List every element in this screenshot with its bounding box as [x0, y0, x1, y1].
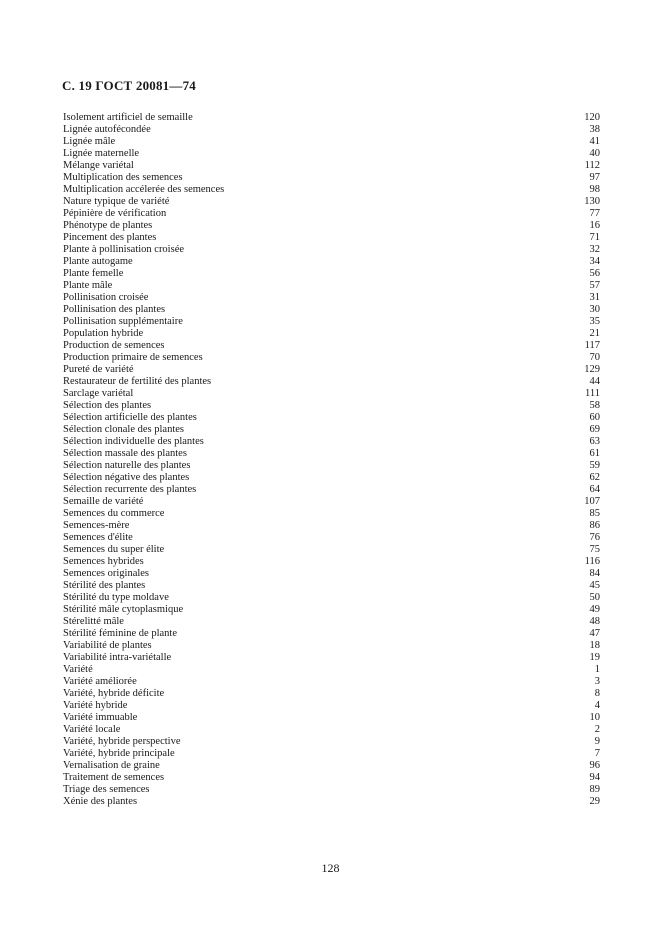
index-entry	[63, 112, 600, 124]
index-term-number: 10	[589, 712, 600, 723]
index-term: Semences du commerce	[63, 508, 165, 519]
index-entry	[63, 652, 600, 664]
index-term-number: 107	[584, 496, 600, 507]
index-entry	[63, 412, 600, 424]
index-term: Stérilité des plantes	[63, 580, 146, 591]
page-number: 128	[321, 861, 340, 875]
index-term: Stérelitté mâle	[63, 616, 124, 627]
index-entry	[63, 556, 600, 568]
index-term-number: 111	[585, 388, 600, 399]
index-entry	[63, 676, 600, 688]
index-entry	[63, 244, 600, 256]
index-term: Nature typique de variété	[63, 196, 170, 207]
index-term-number: 49	[589, 604, 600, 615]
index-term: Pincement des plantes	[63, 232, 157, 243]
index-term: Stérilité du type moldave	[63, 592, 169, 603]
index-entry	[63, 184, 600, 196]
index-entry	[63, 352, 600, 364]
index-term-number: 98	[589, 184, 600, 195]
index-entry	[63, 664, 600, 676]
index-term-number: 30	[589, 304, 600, 315]
index-term: Semences originales	[63, 568, 150, 579]
index-term-number: 40	[589, 148, 600, 159]
index-term: Lignée autofécondée	[63, 124, 151, 135]
index-entry	[63, 736, 600, 748]
index-entry	[63, 508, 600, 520]
index-term: Sélection massale des plantes	[63, 448, 187, 459]
index-term: Variabilité intra-variétalle	[63, 652, 172, 663]
index-entry	[63, 700, 600, 712]
index-entry	[63, 124, 600, 136]
index-term-number: 69	[589, 424, 600, 435]
index-term-number: 117	[584, 340, 600, 351]
index-term: Plante mâle	[63, 280, 113, 291]
index-term-number: 56	[589, 268, 600, 279]
index-entry	[63, 436, 600, 448]
index-term: Variété	[63, 664, 93, 675]
index-entry	[63, 160, 600, 172]
index-entry	[63, 328, 600, 340]
index-term: Sélection des plantes	[63, 400, 152, 411]
index-entry	[63, 616, 600, 628]
index-term-number: 41	[589, 136, 600, 147]
index-term: Xénie des plantes	[63, 796, 138, 807]
index-term-number: 9	[594, 736, 600, 747]
index-term: Variété locale	[63, 724, 121, 735]
index-term: Variété améliorée	[63, 676, 137, 687]
index-entry	[63, 688, 600, 700]
index-term: Semences du super élite	[63, 544, 165, 555]
index-entry	[63, 364, 600, 376]
index-term: Isolement artificiel de semaille	[63, 112, 193, 123]
index-term-number: 64	[589, 484, 600, 495]
index-term-number: 120	[584, 112, 600, 123]
index-term-number: 7	[594, 748, 600, 759]
index-entry	[63, 460, 600, 472]
index-term-number: 47	[589, 628, 600, 639]
index-term-number: 38	[589, 124, 600, 135]
index-term-number: 44	[589, 376, 600, 387]
index-term-number: 18	[589, 640, 600, 651]
index-entry	[63, 424, 600, 436]
index-entry	[63, 304, 600, 316]
index-term-number: 77	[589, 208, 600, 219]
page-header: С. 19 ГОСТ 20081—74	[62, 78, 196, 93]
index-entry	[63, 784, 600, 796]
index-entry	[63, 568, 600, 580]
index-entry	[63, 472, 600, 484]
index-term: Variété, hybride déficite	[63, 688, 165, 699]
index-entry	[63, 280, 600, 292]
index-term-number: 34	[589, 256, 600, 267]
index-term: Sarclage variétal	[63, 388, 134, 399]
index-entry	[63, 772, 600, 784]
index-term: Sélection négative des plantes	[63, 472, 190, 483]
index-term: Semences d'élite	[63, 532, 133, 543]
index-term: Phénotype de plantes	[63, 220, 153, 231]
index-entry	[63, 712, 600, 724]
index-term: Restaurateur de fertilité des plantes	[63, 376, 212, 387]
index-term: Traitement de semences	[63, 772, 165, 783]
index-term-number: 70	[589, 352, 600, 363]
index-term-number: 84	[589, 568, 600, 579]
index-term-number: 62	[589, 472, 600, 483]
index-term: Vernalisation de graine	[63, 760, 160, 771]
index-term: Variété, hybride perspective	[63, 736, 181, 747]
index-entry	[63, 496, 600, 508]
index-term: Sélection clonale des plantes	[63, 424, 185, 435]
index-term-number: 58	[589, 400, 600, 411]
index-term: Lignée maternelle	[63, 148, 140, 159]
index-term: Sélection recurrente des plantes	[63, 484, 197, 495]
index-entry	[63, 520, 600, 532]
index-term: Pollinisation supplémentaire	[63, 316, 183, 327]
index-term-number: 71	[589, 232, 600, 243]
index-entry	[63, 172, 600, 184]
index-term-number: 29	[589, 796, 600, 807]
index-term: Semences-mère	[63, 520, 130, 531]
index-term: Mélange variétal	[63, 160, 134, 171]
index-term: Population hybride	[63, 328, 144, 339]
index-term: Stérilité féminine de plante	[63, 628, 178, 639]
index-entry	[63, 448, 600, 460]
index-entry	[63, 388, 600, 400]
index-term: Triage des semences	[63, 784, 150, 795]
index-term-number: 31	[589, 292, 600, 303]
index-entry	[63, 628, 600, 640]
index-term-number: 35	[589, 316, 600, 327]
index-entry	[63, 376, 600, 388]
index-entry	[63, 532, 600, 544]
index-entry	[63, 208, 600, 220]
index-term: Multiplication accélerée des semences	[63, 184, 225, 195]
index-term: Semences hybrides	[63, 556, 144, 567]
index-term-number: 48	[589, 616, 600, 627]
index-term: Pépinière de vérification	[63, 208, 167, 219]
index-term: Sélection artificielle des plantes	[63, 412, 197, 423]
index-entry	[63, 400, 600, 412]
index-term-number: 89	[589, 784, 600, 795]
index-term: Variété, hybride principale	[63, 748, 175, 759]
index-entry	[63, 316, 600, 328]
index-term: Plante à pollinisation croisée	[63, 244, 185, 255]
index-entry	[63, 256, 600, 268]
index-term-number: 3	[594, 676, 600, 687]
index-entry	[63, 544, 600, 556]
index-term-number: 130	[584, 196, 600, 207]
index-term-number: 86	[589, 520, 600, 531]
index-term-number: 45	[589, 580, 600, 591]
index-term-number: 8	[594, 688, 600, 699]
index-term-number: 32	[589, 244, 600, 255]
index-term-number: 116	[584, 556, 600, 567]
index-entry	[63, 484, 600, 496]
index-entry	[63, 340, 600, 352]
index-entry	[63, 724, 600, 736]
index-term-number: 50	[589, 592, 600, 603]
index-term-number: 60	[589, 412, 600, 423]
index-term-number: 2	[594, 724, 600, 735]
index-term: Pollinisation croisée	[63, 292, 149, 303]
index-term: Sélection naturelle des plantes	[63, 460, 191, 471]
index-entry	[63, 292, 600, 304]
index-term: Production de semences	[63, 340, 165, 351]
index-term-number: 21	[589, 328, 600, 339]
index-term-number: 61	[589, 448, 600, 459]
index-term: Pureté de variété	[63, 364, 134, 375]
index-term-number: 59	[589, 460, 600, 471]
index-term: Variété hybride	[63, 700, 128, 711]
index-term-number: 129	[584, 364, 600, 375]
index-term-number: 19	[589, 652, 600, 663]
index-term: Plante femelle	[63, 268, 124, 279]
index-entry	[63, 232, 600, 244]
index-term-number: 96	[589, 760, 600, 771]
index-entry	[63, 592, 600, 604]
index-entry	[63, 148, 600, 160]
index-term: Production primaire de semences	[63, 352, 203, 363]
index-term-number: 112	[584, 160, 600, 171]
index-term: Variabilité de plantes	[63, 640, 152, 651]
index-term-number: 94	[589, 772, 600, 783]
index-term-number: 63	[589, 436, 600, 447]
index-term-number: 1	[594, 664, 600, 675]
index-term-number: 16	[589, 220, 600, 231]
index-term: Plante autogame	[63, 256, 133, 267]
index-entry	[63, 604, 600, 616]
index-term: Stérilité mâle cytoplasmique	[63, 604, 184, 615]
index-entry	[63, 640, 600, 652]
index-entry	[63, 136, 600, 148]
index-entry	[63, 268, 600, 280]
index-entry	[63, 196, 600, 208]
index-list	[63, 112, 600, 808]
index-term: Semaille de variété	[63, 496, 144, 507]
index-term: Variété immuable	[63, 712, 138, 723]
index-entry	[63, 748, 600, 760]
index-term-number: 97	[589, 172, 600, 183]
index-term: Multiplication des semences	[63, 172, 183, 183]
index-entry	[63, 760, 600, 772]
index-entry	[63, 796, 600, 808]
index-term-number: 4	[594, 700, 600, 711]
index-entry	[63, 220, 600, 232]
index-term-number: 57	[589, 280, 600, 291]
index-term-number: 76	[589, 532, 600, 543]
index-entry	[63, 580, 600, 592]
index-term-number: 75	[589, 544, 600, 555]
index-term-number: 85	[589, 508, 600, 519]
index-term: Pollinisation des plantes	[63, 304, 166, 315]
index-term: Lignée mâle	[63, 136, 116, 147]
index-term: Sélection individuelle des plantes	[63, 436, 204, 447]
